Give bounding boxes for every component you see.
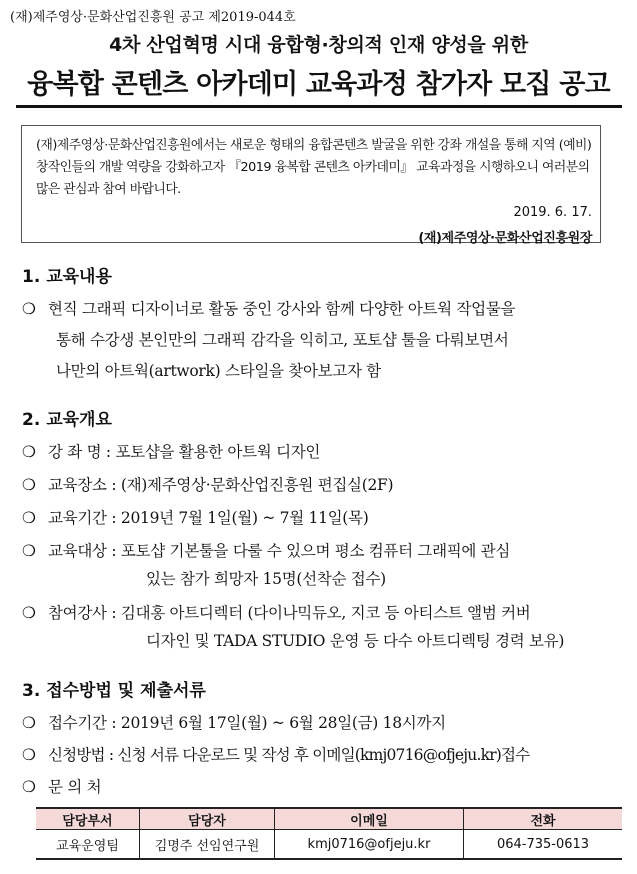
title-underline (16, 105, 622, 108)
issuer-name: (재)제주영상·문화산업진흥원장 (418, 231, 592, 246)
table-header-row (36, 808, 622, 830)
item-label: 강 좌 명 (48, 443, 102, 461)
table-cell-phone: 064-735-0613 (464, 830, 623, 860)
overview-item: ❍ 교육기간 : 2019년 7월 1일(월) ~ 7월 11일(목) (22, 509, 369, 527)
item-value-continued: 있는 참가 희망자 15명(선착순 접수) (146, 570, 386, 588)
item-label: 문 의 처 (48, 778, 102, 796)
application-item (22, 775, 101, 797)
table-cell-department: 교육운영팀 (36, 830, 140, 860)
item-value-continued: 디자인 및 TADA STUDIO 운영 등 다수 아트디렉팅 경력 보유) (146, 632, 565, 650)
circle-bullet-icon: ❍ (22, 778, 36, 796)
content-line: 나만의 아트웍(artwork) 스타일을 찾아보고자 함 (56, 362, 381, 380)
application-item: ❍ 접수기간 : 2019년 6월 17일(월) ~ 6월 28일(금) 18시까지 (22, 714, 446, 732)
intro-text: (재)제주영상·문화산업진흥원에서는 새로운 형태의 융합콘텐츠 발굴을 위한 강좌 개설을 통해 지역 (예비)창작인들의 개발 역량을 강화하고자 『2019 융복합 콘텐츠 아카데미』 교육과정을 시행하오니 여러분의 많은 관심과 참여 바랍니다. (36, 138, 592, 197)
document-title: 융복합 콘텐츠 아카데미 교육과정 참가자 모집 공고 (27, 69, 610, 100)
overview-item: ❍ 교육대상 : 포토샵 기본툴을 다룰 수 있으며 평소 컴퓨터 그래픽에 관심 (22, 542, 511, 560)
document-subtitle: 4차 산업혁명 시대 융합형·창의적 인재 양성을 위한 (109, 34, 528, 56)
circle-bullet-icon: ❍ (22, 443, 36, 461)
item-label: 접수기간 (48, 714, 107, 732)
overview-item: ❍ 강 좌 명 : 포토샵을 활용한 아트웍 디자인 (22, 443, 321, 461)
contact-table (36, 807, 622, 860)
section-heading-application: 3. 접수방법 및 제출서류 (22, 681, 206, 701)
item-value: 김대홍 아트디렉터 (다이나믹듀오, 지코 등 아티스트 앨범 커버 (120, 604, 531, 622)
table-header-cell: 전화 (464, 808, 623, 830)
circle-bullet-icon: ❍ (22, 509, 36, 527)
notice-date: 2019. 6. 17. (513, 205, 592, 220)
circle-bullet-icon: ❍ (22, 300, 36, 318)
item-value: 신청 서류 다운로드 및 작성 후 이메일(kmj0716@ofjeju.kr)접수 (117, 746, 530, 764)
section-heading-overview: 2. 교육개요 (22, 410, 112, 430)
circle-bullet-icon: ❍ (22, 746, 36, 764)
table-cell-person: 김명주 선임연구원 (140, 830, 275, 860)
notice-number: (재)제주영상·문화산업진흥원 공고 제2019-044호 (10, 10, 296, 25)
content-line: 통해 수강생 본인만의 그래픽 감각을 익히고, 포토샵 툴을 다뤄보면서 (56, 331, 509, 349)
item-value: 포토샵을 활용한 아트웍 디자인 (115, 443, 321, 461)
circle-bullet-icon: ❍ (22, 542, 36, 560)
item-value: 2019년 6월 17일(월) ~ 6월 28일(금) 18시까지 (120, 714, 446, 732)
table-header-cell: 이메일 (275, 808, 464, 830)
table-cell-email[interactable]: kmj0716@ofjeju.kr (275, 830, 464, 860)
content-text: 현직 그래픽 디자이너로 활동 중인 강사와 함께 다양한 아트웍 작업물을 (48, 300, 516, 318)
circle-bullet-icon: ❍ (22, 714, 36, 732)
item-label: 교육기간 (48, 509, 107, 527)
item-value: (재)제주영상·문화산업진흥원 편집실(2F) (120, 476, 394, 494)
application-item: ❍ 신청방법 : 신청 서류 다운로드 및 작성 후 이메일(kmj0716@ofjeju.kr)접수 (22, 746, 530, 764)
overview-item: ❍ 참여강사 : 김대홍 아트디렉터 (다이나믹듀오, 지코 등 아티스트 앨범 커버 (22, 604, 531, 622)
item-label: 교육장소 (48, 476, 107, 494)
intro-box (21, 125, 601, 246)
table-row (36, 830, 622, 860)
circle-bullet-icon: ❍ (22, 476, 36, 494)
overview-item: ❍ 교육장소 : (재)제주영상·문화산업진흥원 편집실(2F) (22, 476, 394, 494)
table-header-cell: 담당자 (140, 808, 275, 830)
item-value: 포토샵 기본툴을 다룰 수 있으며 평소 컴퓨터 그래픽에 관심 (120, 542, 511, 560)
item-label: 신청방법 (48, 746, 105, 764)
item-label: 참여강사 (48, 604, 107, 622)
item-label: 교육대상 (48, 542, 107, 560)
item-value: 2019년 7월 1일(월) ~ 7월 11일(목) (120, 509, 369, 527)
section-heading-content: 1. 교육내용 (22, 267, 112, 287)
circle-bullet-icon: ❍ (22, 604, 36, 622)
table-header-cell: 담당부서 (36, 808, 140, 830)
content-line (22, 297, 515, 319)
